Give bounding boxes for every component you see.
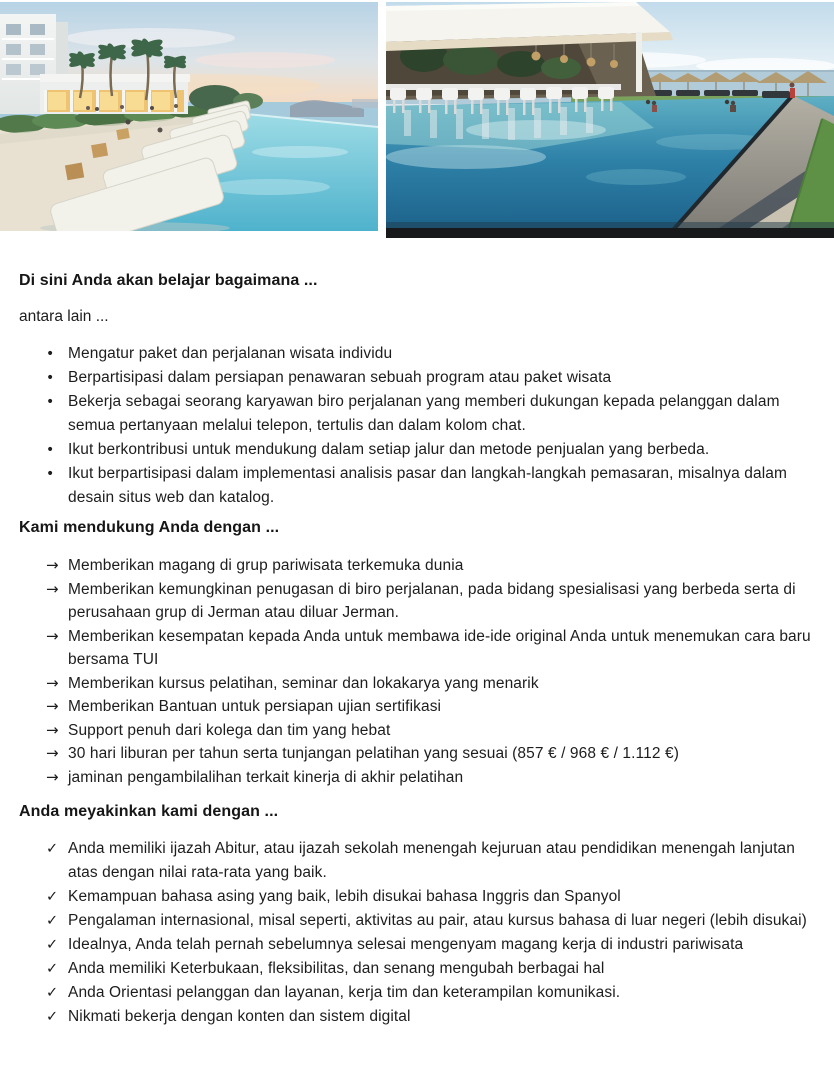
list-item [19,742,816,766]
infinity-pool-bar-illustration [386,2,834,238]
check-icon: ✓ [46,1009,59,1025]
list-item [19,390,816,438]
check-icon: ✓ [46,937,59,953]
arrow-icon: → [46,767,59,786]
content [19,271,816,1029]
resort-pool-sunset-photo [0,2,378,231]
list-item [19,366,816,390]
bullet-icon: • [46,346,55,362]
list-item-text: Nikmati bekerja dengan konten dan sistem digital [68,1008,411,1025]
list-item-text: Memberikan kesempatan kepada Anda untuk membawa ide-ide original Anda untuk menemukan cara baru bersama TUI [68,627,811,668]
list-item-text: Memberikan kursus pelatihan, seminar dan lokakarya yang menarik [68,674,539,692]
list-item [19,578,816,625]
list-item [19,837,816,885]
list-item-text: Memberikan kemungkinan penugasan di biro perjalanan, pada bidang spesialisasi yang berbeda serta di perusahaan grup di Jerman atau diluar Jerman. [68,580,796,621]
list-item [19,672,816,696]
section-heading: Kami mendukung Anda dengan ... [19,519,280,536]
list-item [19,438,816,462]
list-item-text: Pengalaman internasional, misal seperti, aktivitas au pair, atau kursus bahasa di luar negeri (lebih disukai) [68,912,807,929]
arrow-icon: → [46,673,59,692]
list-item [19,462,816,510]
check-icon: ✓ [46,985,59,1001]
hero [0,0,834,240]
section-heading: Di sini Anda akan belajar bagaimana ... [19,272,318,289]
list-item-text: Anda Orientasi pelanggan dan layanan, kerja tim dan keterampilan komunikasi. [68,984,621,1001]
arrow-icon: → [46,720,59,739]
list-item-text: Idealnya, Anda telah pernah sebelumnya selesai mengenyam magang kerja di industri pariwisata [68,936,744,953]
bullet-icon: • [46,442,55,458]
list-item [19,766,816,790]
resort-pool-sunset-illustration [0,2,378,231]
list-item [19,981,816,1005]
list-item-text: Ikut berkontribusi untuk mendukung dalam setiap jalur dan metode penjualan yang berbeda. [68,441,710,458]
check-icon: ✓ [46,961,59,977]
section-convince [19,802,816,1029]
bullet-list [19,342,816,510]
list-item-text: jaminan pengambilalihan terkait kinerja di akhir pelatihan [68,768,464,786]
section-learn [19,271,816,510]
check-icon: ✓ [46,913,59,929]
list-item-text: Anda memiliki ijazah Abitur, atau ijazah sekolah menengah kejuruan atau pendidikan menengah lanjutan atas dengan nilai rata-rata yang baik. [68,840,795,881]
list-item [19,933,816,957]
list-item [19,719,816,743]
bullet-icon: • [46,370,55,386]
list-item [19,1005,816,1029]
list-item-text: Ikut berpartisipasi dalam implementasi analisis pasar dan langkah-langkah pemasaran, misalnya dalam desain situs web dan katalog. [68,465,787,506]
list-item [19,342,816,366]
check-icon: ✓ [46,889,59,905]
list-item-text: Memberikan Bantuan untuk persiapan ujian sertifikasi [68,698,442,715]
arrow-icon: → [46,556,59,574]
list-item-text: Anda memiliki Keterbukaan, fleksibilitas, dan senang mengubah berbagai hal [68,960,605,977]
list-item [19,885,816,909]
bullet-icon: • [46,394,55,410]
arrow-list [19,554,816,789]
list-item-text: Support penuh dari kolega dan tim yang hebat [68,721,391,739]
list-item [19,695,816,719]
list-item [19,625,816,672]
list-item-text: Memberikan magang di grup pariwisata terkemuka dunia [68,557,464,574]
intro-text: antara lain ... [19,308,109,325]
check-icon: ✓ [46,841,59,857]
section-support [19,518,816,789]
arrow-icon: → [46,579,59,598]
check-list [19,837,816,1029]
list-item-text: 30 hari liburan per tahun serta tunjangan pelatihan yang sesuai (857 € / 968 € / 1.112 €) [68,745,679,762]
bullet-icon: • [46,466,55,482]
list-item-text: Kemampuan bahasa asing yang baik, lebih disukai bahasa Inggris dan Spanyol [68,888,621,905]
section-heading: Anda meyakinkan kami dengan ... [19,803,279,820]
arrow-icon: → [46,744,59,762]
list-item [19,957,816,981]
list-item [19,909,816,933]
infinity-pool-bar-photo [386,2,834,238]
list-item [19,554,816,578]
list-item-text: Bekerja sebagai seorang karyawan biro perjalanan yang memberi dukungan kepada pelanggan dalam semua pertanyaan melalui telepon, tertulis dan dalam kolom chat. [68,393,780,434]
list-item-text: Mengatur paket dan perjalanan wisata individu [68,345,393,362]
list-item-text: Berpartisipasi dalam persiapan penawaran sebuah program atau paket wisata [68,369,612,386]
arrow-icon: → [46,697,59,715]
arrow-icon: → [46,626,59,645]
